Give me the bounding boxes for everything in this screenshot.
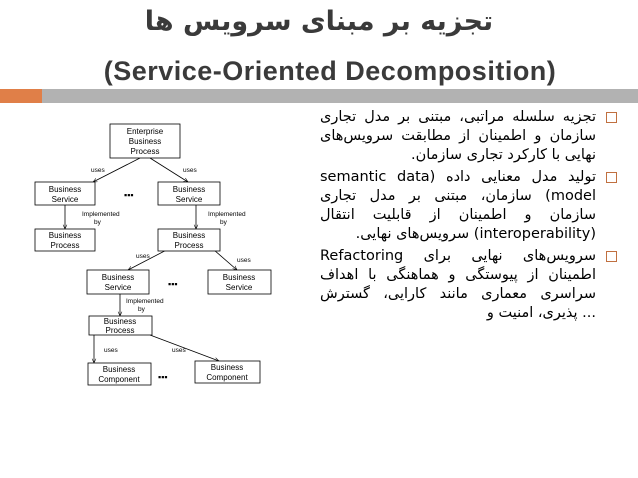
box-label-bs-right-2: Service	[175, 195, 203, 204]
square-bullet-icon	[606, 112, 617, 123]
edge-label-implemented-3: Implemented	[126, 298, 164, 305]
box-label-bp3-1: Business	[103, 317, 137, 326]
edge-label-uses-6: uses	[172, 347, 186, 354]
edge-label-implemented-2: Implemented	[208, 211, 246, 218]
edge-label-by-3: by	[138, 306, 145, 313]
box-label-enterprise-1: Enterprise	[126, 127, 164, 136]
edge-label-by-2: by	[220, 219, 227, 226]
box-label-bs-right-1: Business	[172, 185, 206, 194]
slide-title-english: (Service-Oriented Decomposition)	[103, 56, 557, 86]
box-label-bs2-right-2: Service	[225, 283, 253, 292]
edge-label-uses-4: uses	[237, 257, 251, 264]
box-label-bs2-left-1: Business	[101, 273, 135, 282]
box-label-bc-right-2: Component	[206, 373, 248, 382]
box-label-bp-right-1: Business	[172, 231, 206, 240]
ellipsis-marker-1: ▪▪▪	[124, 190, 134, 200]
bullet-list	[320, 108, 620, 326]
edge-label-uses-1: uses	[91, 167, 105, 174]
bullet-text-1: تجزیه سلسله مراتبی، مبتنی بر مدل تجاری سازمان و اطمینان از مطابقت سرویس‌های نهایی با کارکرد تجاری سازمان.	[320, 109, 596, 163]
bullet-item-1	[320, 108, 620, 165]
bullet-text-3: Refactoring سرویس‌های نهایی برای اطمینان از پیوستگی و هماهنگی با اهداف سراسری معماری مانند کارایی، گسترش پذیری، امنیت و ...	[320, 248, 596, 321]
box-label-bs-left-2: Service	[51, 195, 79, 204]
box-label-bp-right-2: Process	[174, 241, 204, 250]
box-label-bc-left-2: Component	[98, 375, 140, 384]
box-label-bc-right-1: Business	[210, 363, 244, 372]
box-label-bc-left-1: Business	[102, 365, 136, 374]
decomposition-diagram	[30, 118, 305, 393]
ellipsis-marker-2: ▪▪▪	[168, 279, 178, 289]
square-bullet-icon	[606, 172, 617, 183]
ellipsis-marker-3: ▪▪▪	[158, 372, 168, 382]
accent-bar-gray	[42, 89, 638, 103]
slide-title-persian: تجزیه بر مبنای سرویس ها	[144, 6, 494, 37]
edge-label-uses-3: uses	[136, 253, 150, 260]
box-label-bs2-left-2: Service	[104, 283, 132, 292]
accent-bar-orange	[0, 89, 42, 103]
bullet-item-3	[320, 247, 620, 323]
box-label-bp-left-2: Process	[50, 241, 80, 250]
edge-label-uses-5: uses	[104, 347, 118, 354]
box-label-enterprise-3: Process	[130, 147, 160, 156]
edge-label-uses-2: uses	[183, 167, 197, 174]
box-label-bp3-2: Process	[105, 326, 135, 335]
box-label-enterprise-2: Business	[128, 137, 162, 146]
bullet-item-2	[320, 168, 620, 244]
bullet-text-2: تولید مدل معنایی داده (semantic data model) سازمان، مبتنی بر مدل تجاری سازمان و اطمینان از قابلیت انتقال (interoperability) سرویس‌های نهایی.	[320, 169, 596, 242]
box-label-bp-left-1: Business	[48, 231, 82, 240]
edge-label-by-1: by	[94, 219, 101, 226]
box-label-bs2-right-1: Business	[222, 273, 256, 282]
square-bullet-icon	[606, 251, 617, 262]
box-label-bs-left-1: Business	[48, 185, 82, 194]
edge-label-implemented-1: Implemented	[82, 211, 120, 218]
